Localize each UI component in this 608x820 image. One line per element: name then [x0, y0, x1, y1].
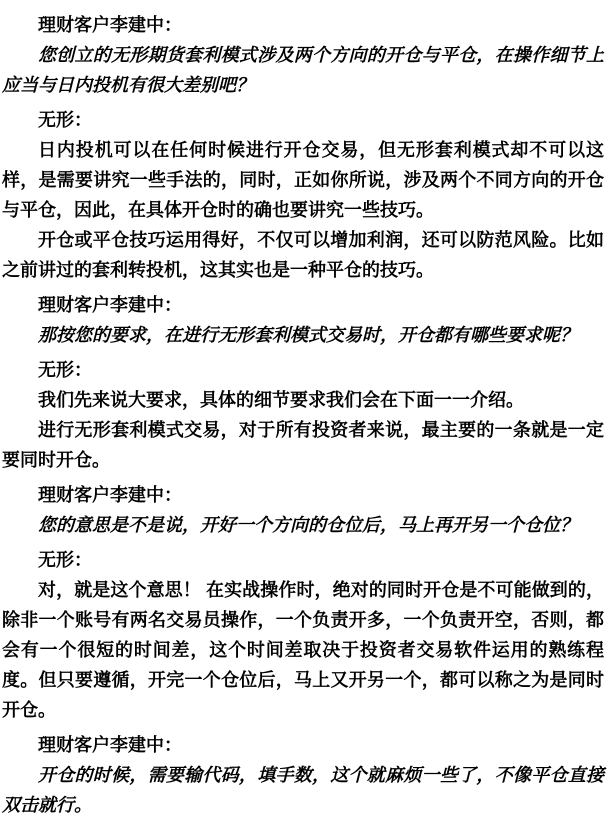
- speaker-label-client: 理财客户李建中：: [38, 485, 182, 505]
- client-question: 开仓的时候，需要输代码，填手数，这个就麻烦一些了，不像平仓直接双击就行。: [2, 765, 604, 815]
- speaker-label-client: 理财客户李建中：: [38, 735, 182, 755]
- expert-answer: 日内投机可以在任何时候进行开仓交易，但无形套利模式却不可以这样，是需要讲究一些手法的，同时，正如你所说，涉及两个不同方向的开仓与平仓，因此，在具体开仓时的确也要讲究一些技巧。: [2, 140, 604, 220]
- speaker-label-client: 理财客户李建中：: [38, 295, 182, 315]
- speaker-label-expert: 无形：: [38, 550, 92, 570]
- expert-answer: 开仓或平仓技巧运用得好，不仅可以增加利润，还可以防范风险。比如之前讲过的套利转投机，这其实也是一种平仓的技巧。: [2, 230, 604, 280]
- speaker-label-expert: 无形：: [38, 110, 92, 130]
- expert-answer: 我们先来说大要求，具体的细节要求我们会在下面一一介绍。: [38, 390, 524, 410]
- client-question: 您创立的无形期货套利模式涉及两个方向的开仓与平仓，在操作细节上应当与日内投机有很大差别吧？: [2, 45, 604, 95]
- expert-answer: 对，就是这个意思！ 在实战操作时，绝对的同时开仓是不可能做到的，除非一个账号有两名交易员操作，一个负责开多，一个负责开空，否则，都会有一个很短的时间差，这个时间差取决于投资者交易软件运用的熟练程度。但只要遵循，开完一个仓位后，马上又开另一个，都可以称之为是同时开仓。: [2, 580, 604, 720]
- expert-answer: 进行无形套利模式交易，对于所有投资者来说，最主要的一条就是一定要同时开仓。: [2, 420, 604, 470]
- speaker-label-client: 理财客户李建中：: [38, 15, 182, 35]
- client-question: 您的意思是不是说，开好一个方向的仓位后，马上再开另一个仓位？: [38, 515, 578, 535]
- client-question: 那按您的要求，在进行无形套利模式交易时，开仓都有哪些要求呢？: [38, 325, 578, 345]
- speaker-label-expert: 无形：: [38, 360, 92, 380]
